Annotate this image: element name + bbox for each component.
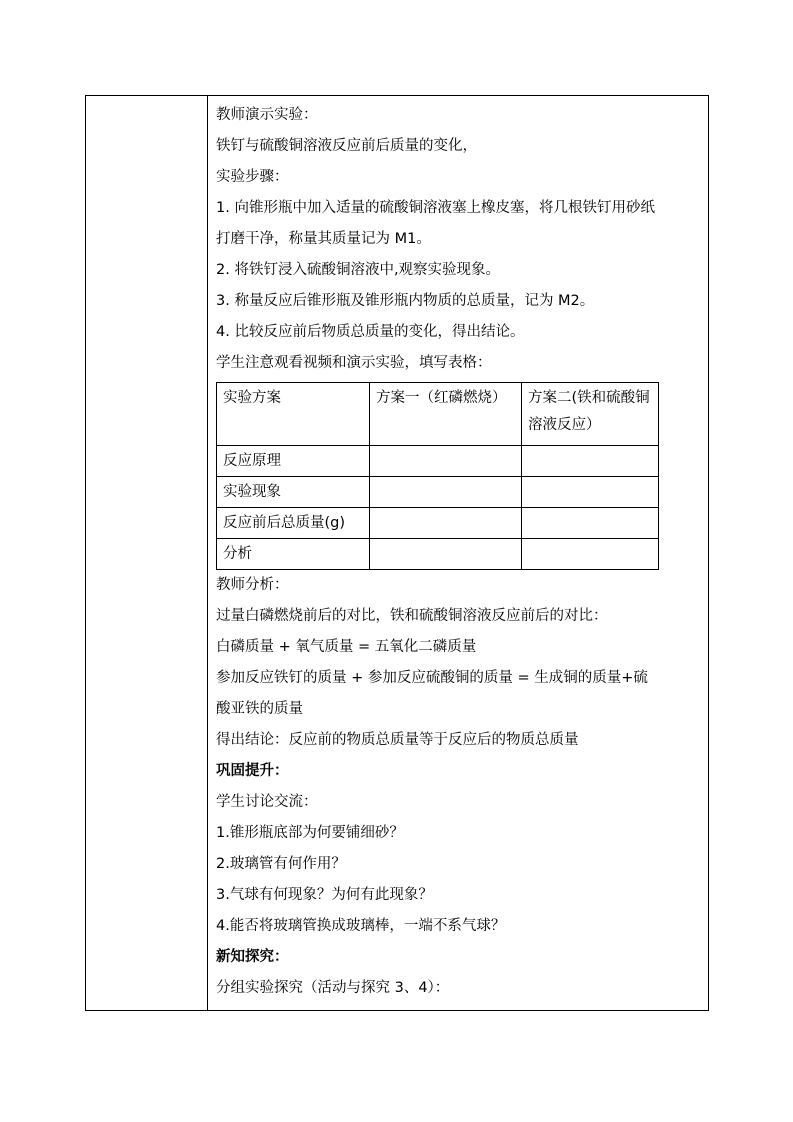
table-header-cell: 方案一（红磷燃烧） [370, 383, 522, 446]
text-line: 2.玻璃管有何作用？ [216, 856, 346, 872]
table-cell [522, 446, 659, 477]
table-cell [522, 508, 659, 539]
table-cell [370, 446, 522, 477]
table-row [217, 446, 659, 477]
table-row [217, 477, 659, 508]
text-line: 1.锥形瓶底部为何要铺细砂？ [216, 825, 404, 841]
text-line: 得出结论：反应前的物质总质量等于反应后的物质总质量 [216, 732, 579, 748]
text-line: 分组实验探究（活动与探究 3、4）： [216, 980, 450, 996]
text-line: 3. 称量反应后锥形瓶及锥形瓶内物质的总质量，记为 M2。 [216, 293, 595, 309]
table-header-row [217, 383, 659, 446]
lesson-table [85, 95, 709, 1011]
text-line: 酸亚铁的质量 [216, 701, 303, 717]
section-heading: 巩固提升： [216, 763, 289, 779]
left-column [86, 96, 208, 1010]
table-cell [522, 539, 659, 570]
text-line: 2. 将铁钉浸入硫酸铜溶液中,观察实验现象。 [216, 262, 501, 278]
text-line: 学生注意观看视频和演示实验，填写表格： [216, 355, 492, 371]
text-line: 教师分析： [216, 577, 289, 593]
text-line: 参加反应铁钉的质量 + 参加反应硫酸铜的质量 = 生成铜的质量+硫 [216, 670, 648, 686]
row-label: 分析 [217, 539, 370, 570]
text-line: 铁钉与硫酸铜溶液反应前后质量的变化， [216, 138, 477, 154]
text-line: 白磷质量 + 氧气质量 = 五氧化二磷质量 [216, 639, 477, 655]
text-line: 3.气球有何现象？为何有此现象？ [216, 887, 433, 903]
table-cell [370, 477, 522, 508]
table-cell [522, 477, 659, 508]
text-line: 学生讨论交流： [216, 794, 318, 810]
content-cell [216, 100, 706, 1004]
section-heading: 新知探究： [216, 949, 289, 965]
table-row [217, 508, 659, 539]
text-line: 4.能否将玻璃管换成玻璃棒，一端不系气球？ [216, 918, 506, 934]
experiment-table [216, 382, 659, 570]
table-header-cell: 方案二(铁和硫酸铜溶液反应） [522, 383, 659, 446]
row-label: 反应前后总质量(g) [217, 508, 370, 539]
text-line: 4. 比较反应前后物质总质量的变化，得出结论。 [216, 324, 525, 340]
text-line: 实验步骤： [216, 169, 289, 185]
table-row [217, 539, 659, 570]
text-line: 打磨干净，称量其质量记为 M1。 [216, 231, 431, 247]
row-label: 反应原理 [217, 446, 370, 477]
table-header-cell: 实验方案 [217, 383, 370, 446]
text-line: 教师演示实验： [216, 107, 318, 123]
table-cell [370, 539, 522, 570]
text-line: 1. 向锥形瓶中加入适量的硫酸铜溶液塞上橡皮塞，将几根铁钉用砂纸 [216, 200, 655, 216]
table-cell [370, 508, 522, 539]
row-label: 实验现象 [217, 477, 370, 508]
text-line: 过量白磷燃烧前后的对比，铁和硫酸铜溶液反应前后的对比： [216, 608, 608, 624]
